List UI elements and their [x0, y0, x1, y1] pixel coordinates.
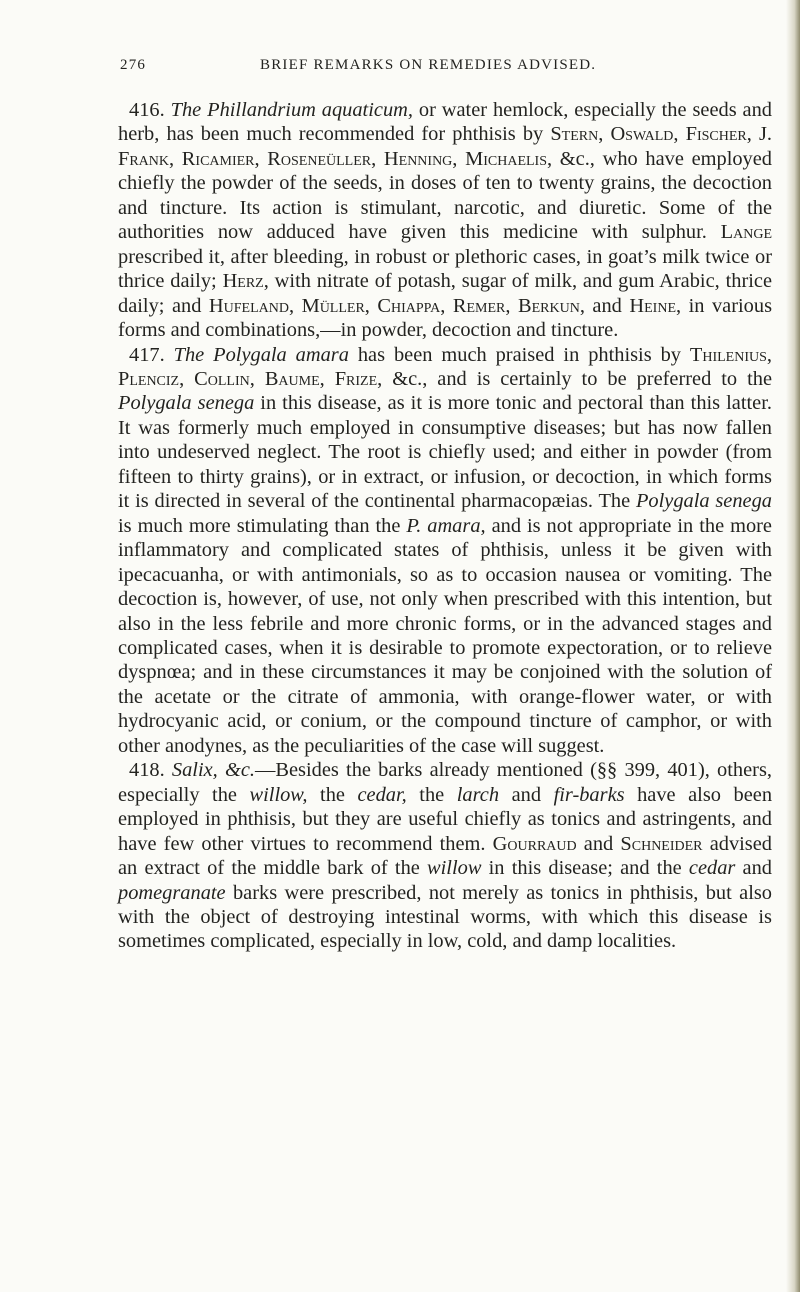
- text-run: prescribed it, after bleeding, in robust or plethoric cases, in goat’s milk twice or thrice daily;: [118, 245, 772, 293]
- italic-run: cedar: [688, 857, 736, 880]
- italic-run: fir-barks: [553, 783, 625, 806]
- author-names: Thilenius, Plenciz, Collin, Baume, Frize,: [118, 343, 773, 390]
- paragraph-418: [118, 758, 772, 954]
- italic-run: Polygala senega: [118, 392, 255, 415]
- text-run: in this disease, as it is more tonic and pectoral than this latter. It was formerly much employed in consumptive diseases; but has now fallen into undeserved neglect. The root is chiefly used; and either in powder (from fifteen to thirty grains), or in extract, or infusion, or decoction, in which forms it is directed in several of the continental pharmacopæias. The: [118, 392, 772, 513]
- running-title: BRIEF REMARKS ON REMEDIES ADVISED.: [260, 57, 597, 73]
- text-run: and: [576, 832, 621, 855]
- text-run: and is not appropriate in the more inflammatory and complicated states of phthisis, unless it be given with ipecacuanha, or with antimonials, so as to occasion nausea or vomiting. The decoction is, however, of use, not only when prescribed with this intention, but also in the less febrile and more chronic forms, or in the advanced stages and complicated cases, when it is desirable to promote expectoration, or to relieve dyspnœa; and in these circumstances it may be conjoined with the solution of the acetate or the citrate of ammonia, with orange-flower water, or with hydrocyanic acid, or conium, or the compound tincture of camphor, or with other anodynes, as the peculiarities of the case will suggest.: [118, 514, 772, 757]
- author-names: Gourraud: [492, 832, 577, 855]
- author-names: Heine,: [629, 294, 682, 317]
- paragraph-number: 417.: [129, 343, 165, 366]
- text-run: the: [406, 783, 457, 806]
- text-run: with nitrate of potash, sugar of milk, and gum Arabic, thrice daily; and: [118, 270, 772, 317]
- text-run: in various forms and combinations,—in powder, decoction and tincture.: [118, 294, 772, 342]
- author-names: Schneider: [620, 832, 703, 855]
- text-run: have also been employed in phthisis, but they are useful chiefly as tonics and astringents, and have few other virtues to recommend them.: [118, 783, 773, 855]
- text-run: in this disease; and the: [481, 857, 689, 880]
- italic-run: larch: [456, 783, 500, 806]
- italic-run: cedar,: [357, 783, 407, 806]
- page-number: 276: [120, 57, 147, 73]
- paragraph-number: 416.: [129, 99, 165, 121]
- author-names: Herz,: [222, 270, 269, 293]
- body-text: [118, 98, 772, 954]
- paragraph-417: [118, 343, 772, 759]
- author-names: Stern, Oswald, Fischer, J. Frank, Ricamier, Roseneüller, Henning, Michaelis,: [118, 123, 772, 170]
- text-run: and: [735, 857, 772, 880]
- italic-run: Polygala senega: [635, 490, 772, 513]
- text-run: —Besides the barks already mentioned (§§ 399, 401), others, especially the: [118, 759, 772, 806]
- text-run: the: [307, 783, 358, 806]
- running-header: [120, 57, 772, 81]
- text-run: and: [584, 294, 630, 317]
- text-run: advised an extract of the middle bark of the: [118, 832, 772, 880]
- author-names: Lange: [720, 221, 772, 244]
- text-run: &c., who have employed chiefly the powder of the seeds, in doses of ten to twenty grains, the decoction and tincture. Its action is stimulant, narcotic, and diuretic. Some of the authorities now adduced have given this medicine with sulphur.: [118, 147, 772, 244]
- italic-run: pomegranate: [118, 881, 226, 904]
- text-run: or water hemlock, especially the seeds and herb, has been much recommended for phthisis by: [118, 99, 772, 146]
- italic-run: willow,: [249, 783, 308, 806]
- text-run: &c., and is certainly to be preferred to the: [382, 367, 772, 390]
- italic-run: The Polygala amara: [173, 343, 349, 366]
- text-run: is much more stimulating than the: [118, 514, 407, 537]
- paragraph-416: [118, 98, 772, 343]
- page-edge-shadow: [786, 0, 800, 1292]
- paragraph-number: 418.: [129, 759, 165, 782]
- italic-run: Salix, &c.: [171, 759, 256, 782]
- text-run: barks were prescribed, not merely as tonics in phthisis, but also with the object of destroying intestinal worms, with which this disease is sometimes complicated, especially in low, cold, and damp localities.: [118, 881, 772, 953]
- italic-run: P. amara,: [406, 514, 486, 537]
- italic-run: The Phillandrium aquaticum,: [170, 99, 413, 121]
- italic-run: willow: [427, 857, 482, 880]
- text-run: has been much praised in phthisis by: [348, 343, 690, 366]
- text-run: and: [499, 783, 554, 806]
- author-names: Hufeland, Müller, Chiappa, Remer, Berkun,: [208, 294, 585, 317]
